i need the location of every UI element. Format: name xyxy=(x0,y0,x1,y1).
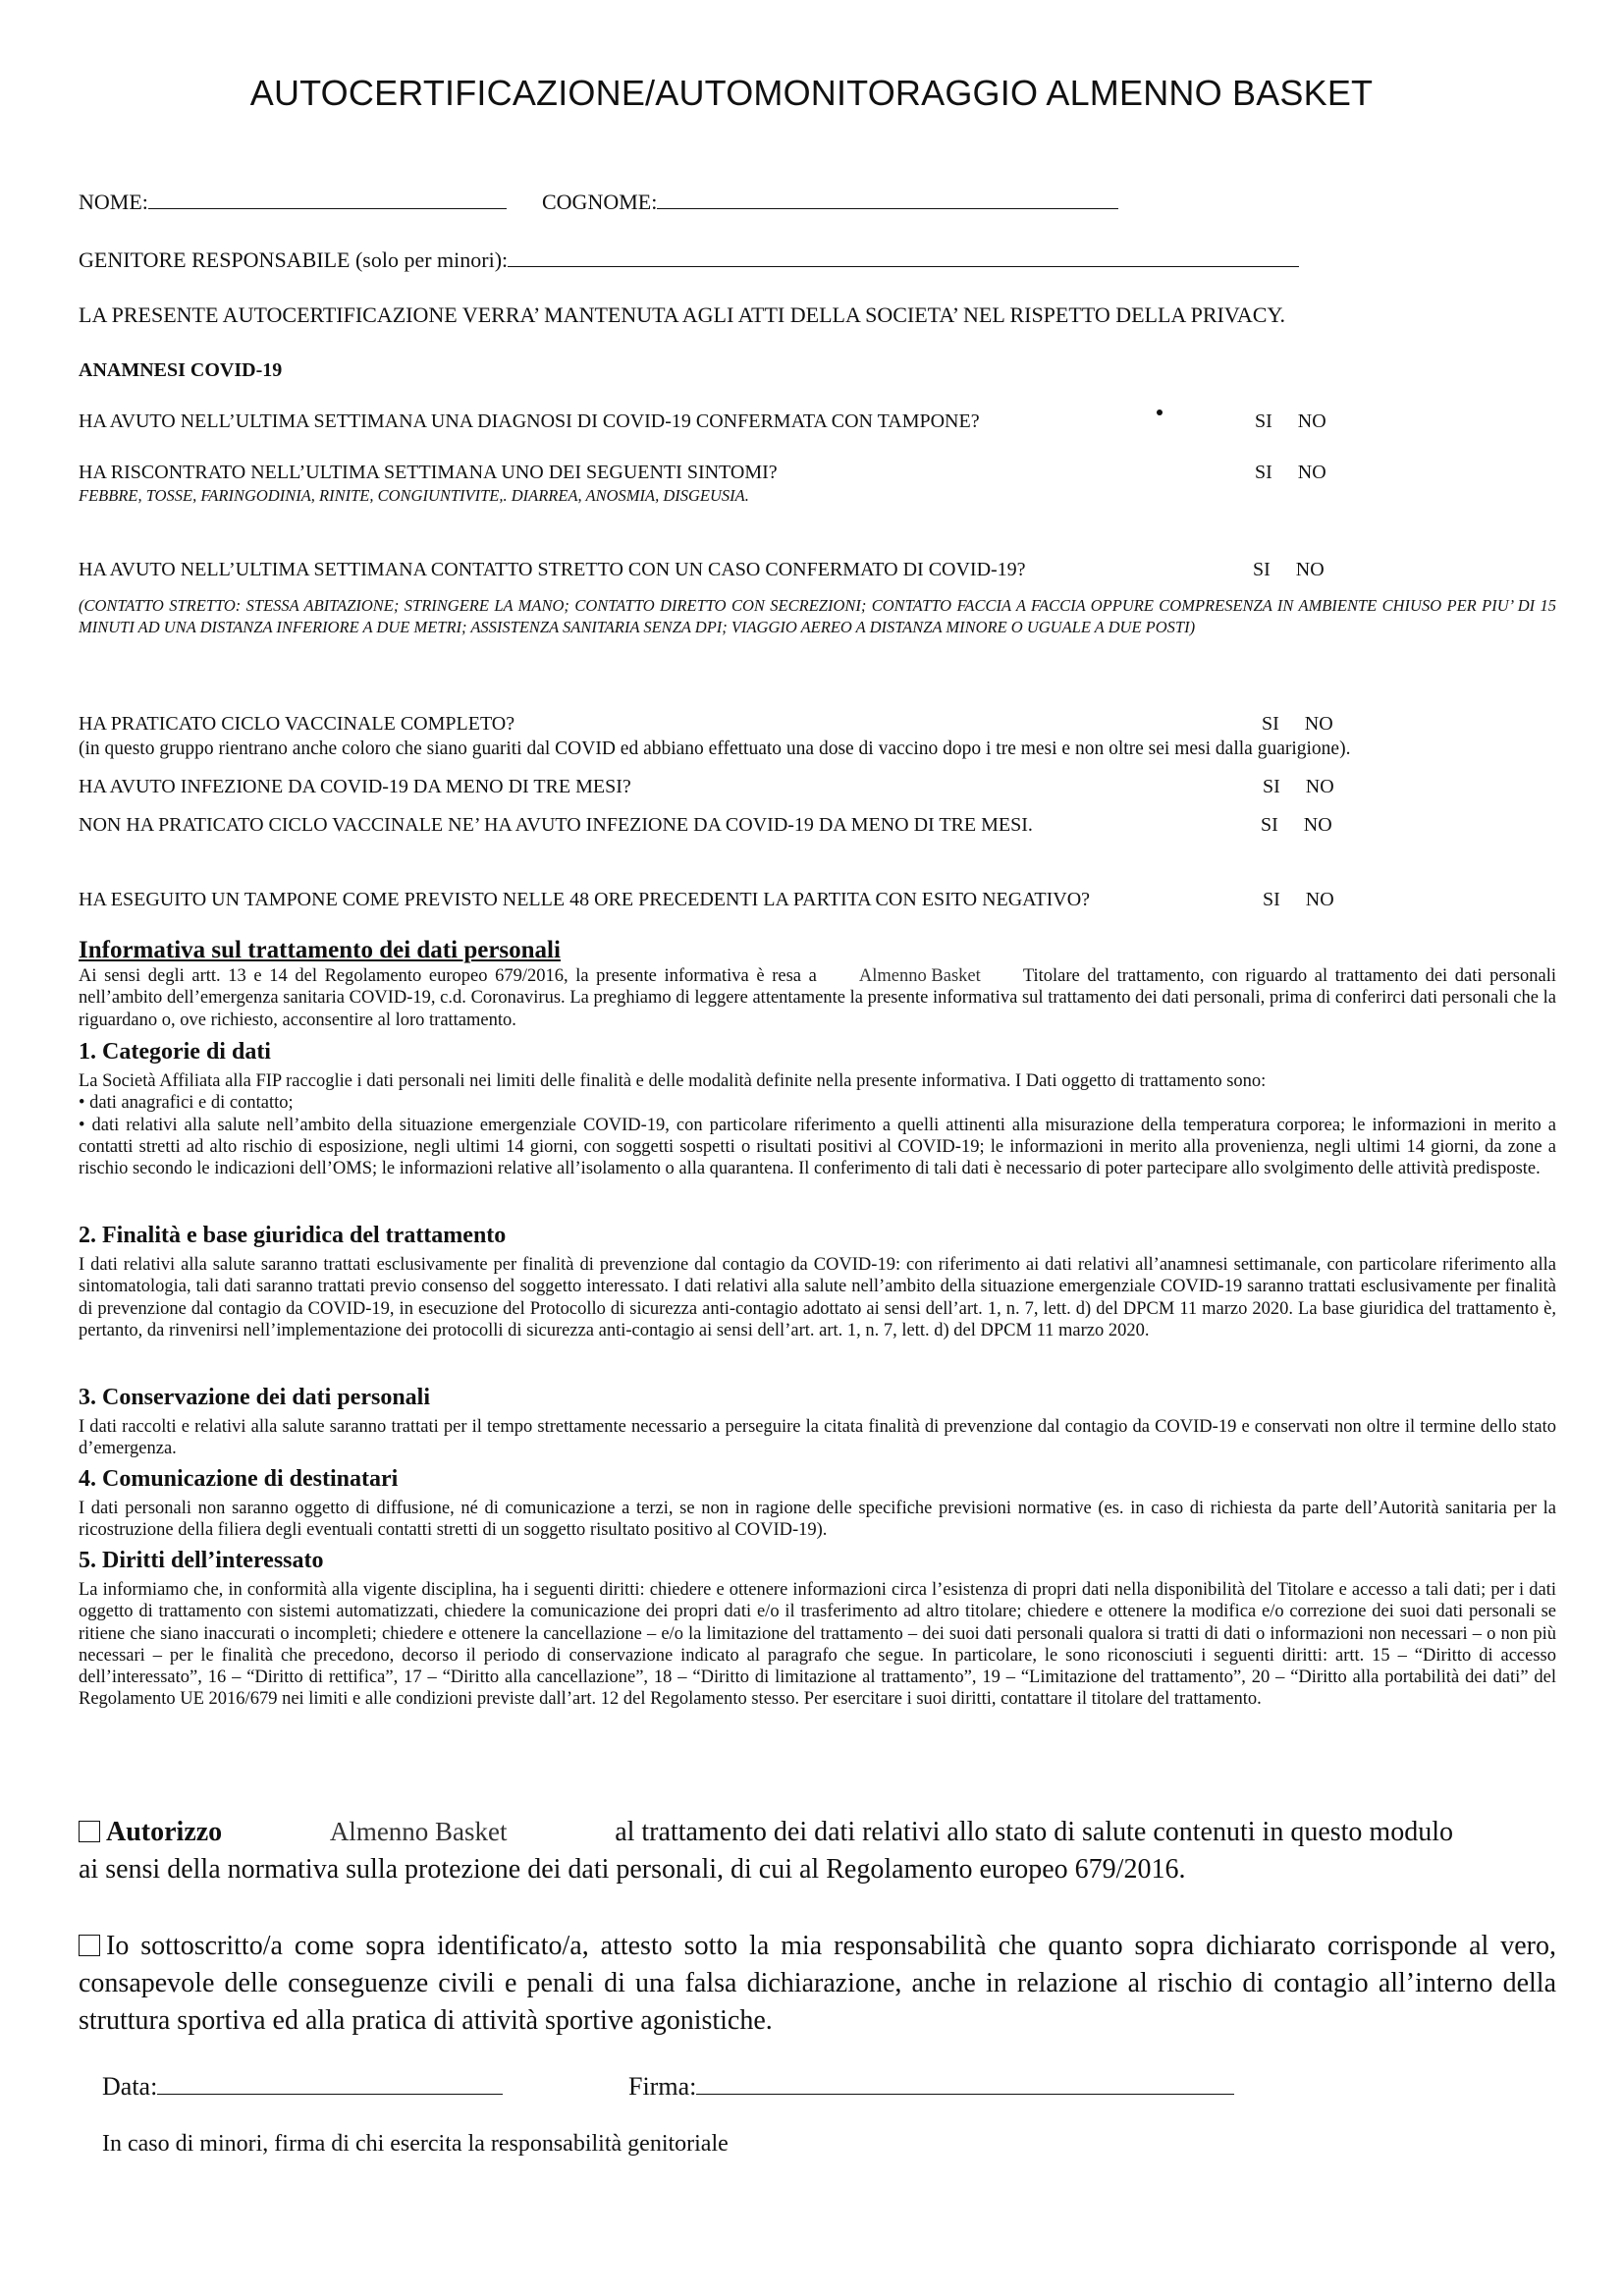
section-1-heading: 1. Categorie di dati xyxy=(79,1039,271,1065)
firma-label: Firma: xyxy=(628,2072,697,2101)
section-5-body xyxy=(79,1579,1556,1711)
intro-text-a: Ai sensi degli artt. 13 e 14 del Regolamento europeo 679/2016, la presente informativa è resa a xyxy=(79,966,817,986)
section-2-body xyxy=(79,1254,1556,1341)
privacy-notice: LA PRESENTE AUTOCERTIFICAZIONE VERRA’ MANTENUTA AGLI ATTI DELLA SOCIETA’ NEL RISPETTO DELLA PRIVACY. xyxy=(79,302,1286,327)
section-5-heading: 5. Diritti dell’interessato xyxy=(79,1548,324,1573)
section-3-heading: 3. Conservazione dei dati personali xyxy=(79,1385,430,1410)
firma-blank[interactable] xyxy=(696,2068,1234,2095)
nome-blank[interactable] xyxy=(148,187,507,209)
answer-4[interactable] xyxy=(1262,713,1359,736)
firma-field[interactable] xyxy=(628,2068,1234,2102)
data-label: Data: xyxy=(102,2072,158,2101)
anamnesi-title: ANAMNESI COVID-19 xyxy=(79,359,283,381)
answer-no[interactable]: NO xyxy=(1304,713,1333,735)
authorize-consent xyxy=(79,1813,1556,1888)
authorize-label: Autorizzo xyxy=(106,1817,223,1847)
company-name: Almenno Basket xyxy=(858,966,981,986)
question-4-note: (in questo gruppo rientrano anche coloro che siano guariti dal COVID ed abbiano effettuato una dose di vaccino dopo i tre mesi e non oltre sei mesi dalla guarigione). xyxy=(79,738,1351,759)
informativa-intro xyxy=(79,965,1556,1031)
authorize-checkbox[interactable] xyxy=(79,1821,100,1842)
answer-no[interactable]: NO xyxy=(1305,889,1334,910)
answer-no[interactable]: NO xyxy=(1297,410,1326,432)
answer-si[interactable]: SI xyxy=(1253,559,1271,580)
bullet-mark xyxy=(1157,410,1163,415)
section-1-p1: La Società Affiliata alla FIP raccoglie i dati personali nei limiti delle finalità e delle modalità definite nella presente informativa. I Dati oggetto di trattamento sono: xyxy=(79,1071,1267,1091)
section-5-p1: La informiamo che, in conformità alla vigente disciplina, ha i seguenti diritti: chiedere e ottenere informazioni circa l’esistenza di propri dati nella disponibilità del Titolare e accesso a tali dati; per i dati oggetto di trattamento con sistemi automatizzati, chiedere la comunicazione dei propri dati e/o il trasferimento ad altro titolare; chiedere e ottenere la modifica e/o correzione dei suoi dati personali se ritiene che siano inaccurati o incompleti; chiedere e ottenere la cancellazione – e/o la limitazione del trattamento – dei suoi dati personali qualora si tratti di dati o informazioni non necessari – o non più necessari – per le finalità che precedono, decorso il periodo di conservazione indicato al paragrafo che segue. In particolare, le sono riconosciuti i seguenti diritti: artt. 15 – “Diritto di accesso dell’interessato”, 16 – “Diritto di rettifica”, 17 – “Diritto alla cancellazione”, 18 – “Diritto di limitazione al trattamento”, 19 – “Limitazione del trattamento”, 20 – “Diritto alla portabilità dei dati” del Regolamento UE 2016/679 nei limiti e alle condizioni previste dall’art. 12 del Regolamento stesso. Per esercitare i suoi diritti, contattare il titolare del trattamento. xyxy=(79,1580,1556,1710)
answer-no[interactable]: NO xyxy=(1303,814,1332,836)
authorize-text-a: al trattamento dei dati relativi allo stato di salute contenuti in questo modulo xyxy=(615,1817,1453,1847)
question-4: HA PRATICATO CICLO VACCINALE COMPLETO? xyxy=(79,713,515,735)
cognome-field[interactable] xyxy=(542,187,1118,215)
declaration-text: Io sottoscritto/a come sopra identificato/a, attesto sotto la mia responsabilità che quanto sopra dichiarato corrisponde al vero, consapevole delle conseguenze civili e penali di una falsa dichiarazione, anche in relazione al rischio di contagio all’interno della struttura sportiva ed alla pratica di attività sportive agonistiche. xyxy=(79,1931,1556,2036)
answer-no[interactable]: NO xyxy=(1295,559,1325,580)
section-2-heading: 2. Finalità e base giuridica del trattamento xyxy=(79,1223,507,1248)
declaration-checkbox[interactable] xyxy=(79,1935,100,1956)
section-2-p1: I dati relativi alla salute saranno trattati esclusivamente per finalità di prevenzione dal contagio da COVID-19: con riferimento ai dati relativi all’anamnesi settimanale, con particolare riferimento alla sintomatologia, tali dati saranno trattati previo consenso del soggetto interessato. I dati relativi alla salute nell’ambito della situazione emergenziale COVID-19 saranno trattati esclusivamente per finalità di prevenzione dal contagio da COVID-19, in esecuzione del Protocollo di sicurezza anti-contagio adottato ai sensi dell’art. 1, n. 7, lett. d) del DPCM 11 marzo 2020. La base giuridica del trattamento è, pertanto, da rinvenirsi nell’implementazione dei protocolli di sicurezza anti-contagio ai sensi dell’art. art. 1, n. 7, lett. d) del DPCM 11 marzo 2020. xyxy=(79,1255,1556,1340)
section-4-p1: I dati personali non saranno oggetto di diffusione, né di comunicazione a terzi, se non in ragione delle specifiche previsioni normative (es. in caso di richiesta da parte dell’Autorità sanitaria per la ricostruzione della filiera degli eventuali contatti stretti di un soggetto risultato positivo al COVID-19). xyxy=(79,1499,1556,1541)
minor-note: In caso di minori, firma di chi esercita la responsabilità genitoriale xyxy=(102,2131,729,2157)
answer-si[interactable]: SI xyxy=(1263,776,1280,797)
question-2: HA RISCONTRATO NELL’ULTIMA SETTIMANA UNO DEI SEGUENTI SINTOMI? xyxy=(79,462,778,483)
genitore-blank[interactable] xyxy=(508,245,1299,267)
genitore-field[interactable] xyxy=(79,245,1299,273)
section-1-p2: • dati anagrafici e di contatto; xyxy=(79,1093,294,1114)
genitore-label: GENITORE RESPONSABILE (solo per minori): xyxy=(79,247,509,272)
intro-text-b: Titolare del trattamento, con riguardo al trattamento dei dati personali nell’ambito dell’emergenza sanitaria COVID-19, c.d. Coronavirus. La preghiamo di leggere attentamente la presente informativa sul trattamento dei dati personali, prima di conferirci dati personali che la riguardano o, ove richiesto, acconsentire al loro trattamento. xyxy=(79,966,1556,1030)
answer-no[interactable]: NO xyxy=(1297,462,1326,483)
answer-si[interactable]: SI xyxy=(1261,814,1278,836)
informativa-title: Informativa sul trattamento dei dati personali xyxy=(79,937,561,963)
section-4-body xyxy=(79,1498,1556,1542)
section-4-heading: 4. Comunicazione di destinatari xyxy=(79,1466,399,1492)
cognome-blank[interactable] xyxy=(657,187,1118,209)
data-field[interactable] xyxy=(102,2068,503,2102)
answer-1[interactable] xyxy=(1255,410,1352,433)
answer-si[interactable]: SI xyxy=(1262,713,1279,735)
answer-si[interactable]: SI xyxy=(1255,462,1272,483)
data-blank[interactable] xyxy=(157,2068,503,2095)
answer-6[interactable] xyxy=(1261,814,1358,837)
answer-3[interactable] xyxy=(1253,559,1350,581)
section-3-p1: I dati raccolti e relativi alla salute saranno trattati per il tempo strettamente necessario a perseguire la citata finalità di prevenzione dal contagio da COVID-19 e conservati non oltre il termine dello stato d’emergenza. xyxy=(79,1417,1556,1459)
nome-label: NOME: xyxy=(79,190,148,214)
question-2-note: FEBBRE, TOSSE, FARINGODINIA, RINITE, CONGIUNTIVITE,. DIARREA, ANOSMIA, DISGEUSIA. xyxy=(79,486,749,505)
answer-7[interactable] xyxy=(1263,889,1360,911)
declaration xyxy=(79,1928,1556,2040)
consent-company-name: Almenno Basket xyxy=(329,1817,508,1846)
answer-si[interactable]: SI xyxy=(1263,889,1280,910)
nome-field[interactable] xyxy=(79,187,507,215)
answer-2[interactable] xyxy=(1255,462,1352,484)
question-7: HA ESEGUITO UN TAMPONE COME PREVISTO NELLE 48 ORE PRECEDENTI LA PARTITA CON ESITO NEGATIVO? xyxy=(79,889,1091,910)
document-title: AUTOCERTIFICAZIONE/AUTOMONITORAGGIO ALMENNO BASKET xyxy=(249,73,1374,113)
cognome-label: COGNOME: xyxy=(542,190,658,214)
section-1-p3: • dati relativi alla salute nell’ambito della situazione emergenziale COVID-19, con particolare riferimento a quelli attinenti alla misurazione della temperatura corporea; le informazioni in merito a contatti stretti ad alto rischio di esposizione, negli ultimi 14 giorni, con soggetti sospetti o risultati positivi al COVID-19; le informazioni in merito alla provenienza, negli ultimi 14 giorni, da zone a rischio secondo le indicazioni dell’OMS; le informazioni relative all’isolamento o alla quarantena. Il conferimento di tali dati è necessario di poter partecipare allo svolgimento delle attività predisposte. xyxy=(79,1115,1556,1179)
question-1: HA AVUTO NELL’ULTIMA SETTIMANA UNA DIAGNOSI DI COVID-19 CONFERMATA CON TAMPONE? xyxy=(79,410,980,432)
answer-si[interactable]: SI xyxy=(1255,410,1272,432)
answer-no[interactable]: NO xyxy=(1305,776,1334,797)
question-5: HA AVUTO INFEZIONE DA COVID-19 DA MENO DI TRE MESI? xyxy=(79,776,631,797)
question-3-note: (CONTATTO STRETTO: STESSA ABITAZIONE; STRINGERE LA MANO; CONTATTO DIRETTO CON SECREZIONI; CONTATTO FACCIA A FACCIA OPPURE COMPRESENZA IN AMBIENTE CHIUSO PER PIU’ DI 15 MINUTI AD UNA DISTANZA INFERIORE A DUE METRI; ASSISTENZA SANITARIA SENZA DPI; VIAGGIO AEREO A DISTANZA MINORE O UGUALE A DUE POSTI) xyxy=(79,596,1556,636)
question-6: NON HA PRATICATO CICLO VACCINALE NE’ HA AVUTO INFEZIONE DA COVID-19 DA MENO DI TRE MESI. xyxy=(79,814,1033,836)
answer-5[interactable] xyxy=(1263,776,1360,798)
section-1-body xyxy=(79,1070,1556,1179)
section-3-body xyxy=(79,1416,1556,1460)
question-3: HA AVUTO NELL’ULTIMA SETTIMANA CONTATTO STRETTO CON UN CASO CONFERMATO DI COVID-19? xyxy=(79,559,1026,580)
authorize-text-b: ai sensi della normativa sulla protezione dei dati personali, di cui al Regolamento europeo 679/2016. xyxy=(79,1854,1186,1885)
